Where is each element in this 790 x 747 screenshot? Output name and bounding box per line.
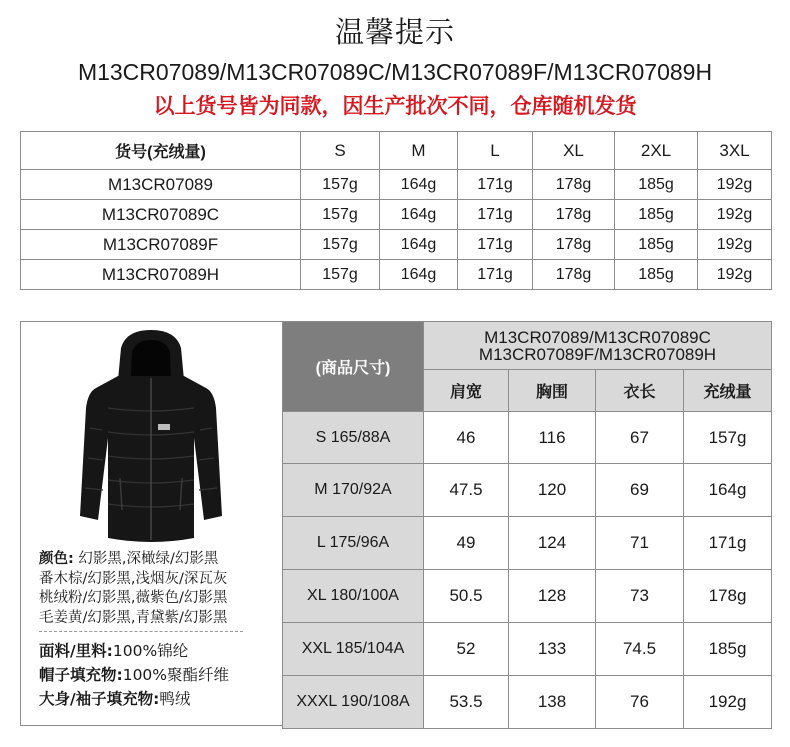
measure-cell: 69 — [596, 464, 684, 517]
fill-cell: 185g — [615, 200, 698, 230]
size-label-cell: XXXL 190/108A — [283, 676, 424, 729]
product-code-cell: M13CR07089F — [21, 230, 301, 260]
measure-cell: 185g — [684, 623, 772, 676]
size-table — [282, 321, 772, 729]
table-row — [283, 676, 772, 729]
column-header: 衣长 — [596, 370, 684, 412]
colors-label: 颜色: — [39, 551, 74, 567]
size-label-cell: XL 180/100A — [283, 570, 424, 623]
colors-line: 桃绒粉/幻影黑,薇紫色/幻影黑 — [39, 590, 228, 606]
fill-cell: 164g — [380, 260, 458, 290]
colors-line: 番木棕/幻影黑,浅烟灰/深瓦灰 — [39, 570, 228, 587]
measure-cell: 49 — [424, 517, 509, 570]
measure-cell: 76 — [596, 676, 684, 729]
column-header: 胸围 — [509, 370, 596, 412]
measure-cell: 133 — [509, 623, 596, 676]
fill-cell: 157g — [301, 200, 380, 230]
size-label-cell: M 170/92A — [283, 464, 424, 517]
size-header: XL — [533, 132, 615, 170]
table-row — [21, 260, 772, 290]
fill-cell: 171g — [458, 230, 533, 260]
measure-cell: 164g — [684, 464, 772, 517]
divider — [39, 631, 243, 632]
fill-cell: 178g — [533, 230, 615, 260]
table-row — [283, 517, 772, 570]
product-codes: M13CR07089/M13CR07089C/M13CR07089F/M13CR07089H — [77, 59, 713, 85]
fill-cell: 178g — [533, 200, 615, 230]
size-header: M — [380, 132, 458, 170]
table-row — [283, 570, 772, 623]
table-row — [283, 623, 772, 676]
measure-cell: 124 — [509, 517, 596, 570]
size-header: 2XL — [615, 132, 698, 170]
measure-cell: 171g — [684, 517, 772, 570]
fabric-label: 面料/里料: — [39, 642, 113, 660]
measure-cell: 73 — [596, 570, 684, 623]
fill-cell: 164g — [380, 200, 458, 230]
measure-cell: 53.5 — [424, 676, 509, 729]
fill-cell: 192g — [698, 200, 772, 230]
fill-cell: 185g — [615, 230, 698, 260]
measure-cell: 67 — [596, 412, 684, 464]
page-title: 温馨提示 — [334, 15, 455, 49]
fabric-value: 100%锦纶 — [112, 642, 189, 660]
codes-header-line: M13CR07089/M13CR07089C — [484, 327, 711, 347]
table-header-row — [21, 132, 772, 170]
fill-weight-table — [20, 131, 772, 290]
measure-cell: 120 — [509, 464, 596, 517]
fill-cell: 157g — [301, 170, 380, 200]
corner-header: 货号(充绒量) — [21, 132, 301, 170]
fill-cell: 185g — [615, 170, 698, 200]
fill-cell: 192g — [698, 230, 772, 260]
product-code-cell: M13CR07089 — [21, 170, 301, 200]
column-header: 肩宽 — [424, 370, 509, 412]
size-header: 3XL — [698, 132, 772, 170]
measure-cell: 128 — [509, 570, 596, 623]
shipping-notice: 以上货号皆为同款，因生产批次不同，仓库随机发货 — [153, 94, 637, 118]
size-label-cell: XXL 185/104A — [283, 623, 424, 676]
table-row — [283, 412, 772, 464]
fill-cell: 171g — [458, 170, 533, 200]
column-header: 充绒量 — [684, 370, 772, 412]
size-header: L — [458, 132, 533, 170]
colors-line: 毛姜黄/幻影黑,青黛紫/幻影黑 — [39, 609, 228, 626]
product-info-panel — [20, 321, 282, 726]
fill-cell: 178g — [533, 260, 615, 290]
fill-cell: 164g — [380, 170, 458, 200]
size-label-cell: S 165/88A — [283, 412, 424, 464]
product-code-cell: M13CR07089H — [21, 260, 301, 290]
material-info — [39, 639, 284, 711]
fill-cell: 192g — [698, 260, 772, 290]
codes-header-line: M13CR07089F/M13CR07089H — [478, 344, 717, 364]
fill-cell: 171g — [458, 260, 533, 290]
measure-cell: 157g — [684, 412, 772, 464]
fill-cell: 164g — [380, 230, 458, 260]
measure-cell: 50.5 — [424, 570, 509, 623]
measure-cell: 52 — [424, 623, 509, 676]
measure-cell: 178g — [684, 570, 772, 623]
measure-cell: 116 — [509, 412, 596, 464]
hood-fill-label: 帽子填充物: — [39, 666, 123, 684]
size-label-cell: L 175/96A — [283, 517, 424, 570]
hood-fill-value: 100%聚酯纤维 — [122, 666, 230, 684]
fill-cell: 192g — [698, 170, 772, 200]
body-fill-value: 鸭绒 — [159, 690, 191, 708]
measure-cell: 138 — [509, 676, 596, 729]
table-row — [21, 230, 772, 260]
fill-cell: 185g — [615, 260, 698, 290]
jacket-image — [76, 328, 226, 548]
codes-header — [424, 322, 772, 370]
measure-cell: 71 — [596, 517, 684, 570]
fill-cell: 171g — [458, 200, 533, 230]
size-header: S — [301, 132, 380, 170]
table-row — [21, 200, 772, 230]
table-header-row — [283, 322, 772, 370]
table-row — [283, 464, 772, 517]
measure-cell: 46 — [424, 412, 509, 464]
colors-line: 幻影黑,深橄绿/幻影黑 — [78, 551, 219, 567]
product-code-cell: M13CR07089C — [21, 200, 301, 230]
color-options — [39, 550, 284, 628]
table-row — [21, 170, 772, 200]
fill-cell: 157g — [301, 260, 380, 290]
size-corner-header: (商品尺寸) — [283, 322, 424, 412]
fill-cell: 178g — [533, 170, 615, 200]
measure-cell: 47.5 — [424, 464, 509, 517]
measure-cell: 74.5 — [596, 623, 684, 676]
body-fill-label: 大身/袖子填充物: — [39, 690, 160, 708]
fill-cell: 157g — [301, 230, 380, 260]
measure-cell: 192g — [684, 676, 772, 729]
